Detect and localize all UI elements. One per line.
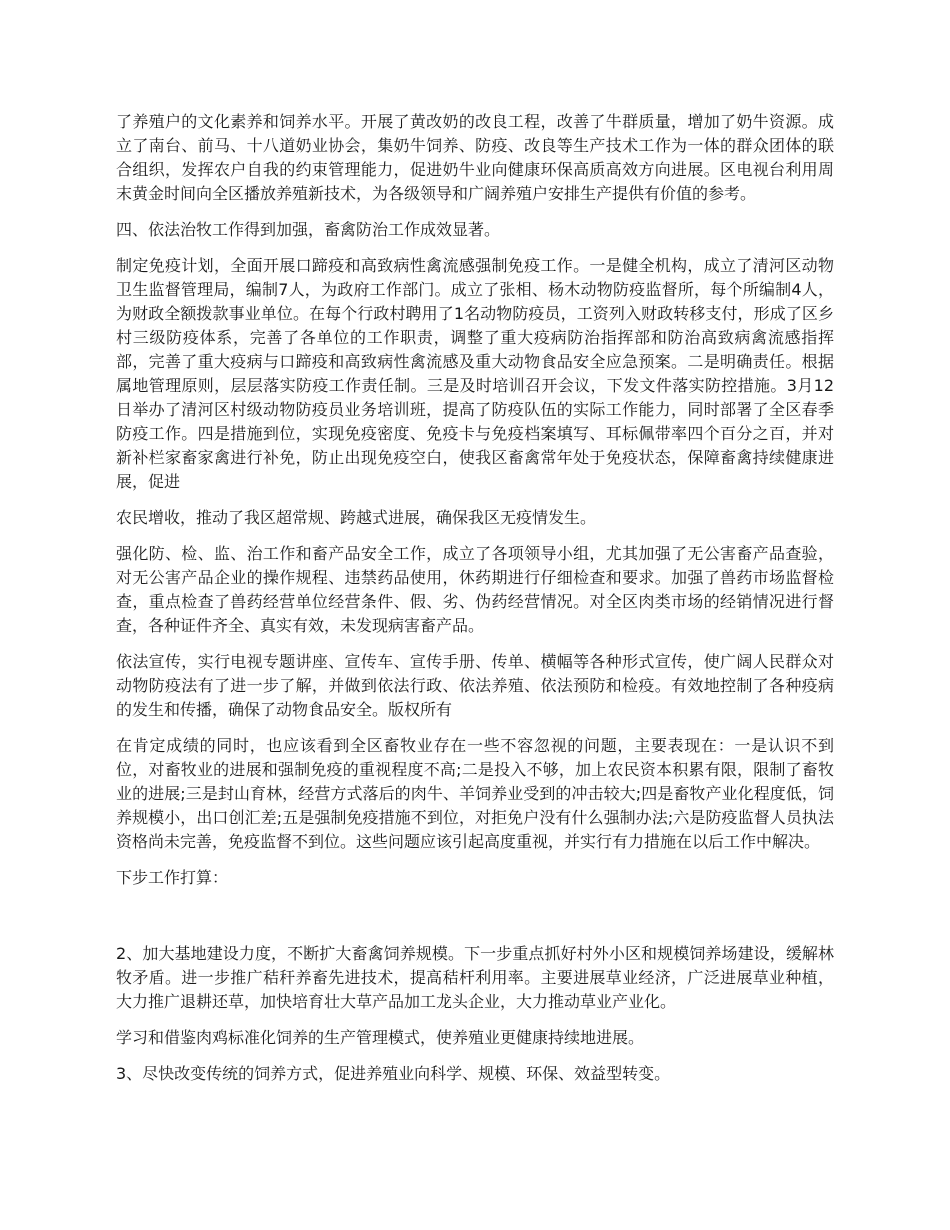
paragraph-product-safety: 强化防、检、监、治工作和畜产品安全工作，成立了各项领导小组，尤其加强了无公害畜产品查验，对无公害产品企业的操作规程、违禁药品使用，休药期进行仔细检查和要求。加强了兽药市场监督检查，重点检查了兽药经营单位经营条件、假、劣、伪药经营情况。对全区肉类市场的经销情况进行督查，各种证件齐全、真实有效，未发现病害畜产品。 bbox=[116, 544, 834, 635]
blank-gap bbox=[116, 902, 834, 942]
paragraph-legal-publicity: 依法宣传，实行电视专题讲座、宣传车、宣传手册、传单、横幅等各种形式宣传，使广阔人民群众对动物防疫法有了进一步了解，并做到依法行政、依法养殖、依法预防和检疫。有效地控制了各种疫病的发生和传播，确保了动物食品安全。版权所有 bbox=[116, 652, 834, 719]
paragraph-problems: 在肯定成绩的同时，也应该看到全区畜牧业存在一些不容忽视的问题，主要表现在：一是认识不到位，对畜牧业的进展和强制免疫的重视程度不高;二是投入不够，加上农民资本积累有限，限制了畜牧业的进展;三是封山育林，经营方式落后的肉牛、羊饲养业受到的冲击较大;四是畜牧产业化程度低，饲养规模小，出口创汇差;五是强制免疫措施不到位，对拒免户没有什么强制办法;六是防疫监督人员执法资格尚未完善，免疫监督不到位。这些问题应该引起高度重视，并实行有力措施在以后工作中解决。 bbox=[116, 736, 834, 851]
section-heading-law-enforcement: 四、依法治牧工作得到加强，畜禽防治工作成效显著。 bbox=[116, 220, 501, 239]
paragraph-base-construction: 2、加大基地建设力度，不断扩大畜禽饲养规模。下一步重点抓好村外小区和规模饲养场建设，缓解林牧矛盾。进一步推广秸秆养畜先进技术，提高秸杆利用率。主要进展草业经济，广泛进展草业种植，大力推广退耕还草，加快培育壮大草产品加工龙头企业，大力推动草业产业化。 bbox=[116, 944, 834, 1011]
paragraph-farmer-income: 农民增收，推动了我区超常规、跨越式进展，确保我区无疫情发生。 bbox=[116, 508, 597, 527]
paragraph-change-methods: 3、尽快改变传统的饲养方式，促进养殖业向科学、规模、环保、效益型转变。 bbox=[116, 1064, 671, 1083]
paragraph-dairy-development: 了养殖户的文化素养和饲养水平。开展了黄改奶的改良工程，改善了牛群质量，增加了奶牛资源。成立了南台、前马、十八道奶业协会，集奶牛饲养、防疫、改良等生产技术工作为一体的群众团体的联合组织，发挥农户自我的约束管理能力，促进奶牛业向健康环保高质高效方向进展。区电视台利用周末黄金时间向全区播放养殖新技术，为各级领导和广阔养殖户安排生产提供有价值的参考。 bbox=[116, 112, 834, 203]
paragraph-broiler-model: 学习和借鉴肉鸡标准化饲养的生产管理模式，使养殖业更健康持续地进展。 bbox=[116, 1028, 645, 1047]
paragraph-next-plans-heading: 下步工作打算： bbox=[116, 868, 229, 887]
paragraph-immunization-plan: 制定免疫计划，全面开展口蹄疫和高致病性禽流感强制免疫工作。一是健全机构，成立了清河区动物卫生监督管理局，编制7人，为政府工作部门。成立了张相、杨木动物防疫监督所，每个所编制4人，为财政全额拨款事业单位。在每个行政村聘用了1名动物防疫员，工资列入财政转移支付，形成了区乡村三级防疫体系，完善了各单位的工作职责，调整了重大疫病防治指挥部和防治高致病禽流感指挥部，完善了重大疫病与口蹄疫和高致病性禽流感及重大动物食品安全应急预案。二是明确责任。根据属地管理原则，层层落实防疫工作责任制。三是及时培训召开会议，下发文件落实防控措施。3月12日举办了清河区村级动物防疫员业务培训班，提高了防疫队伍的实际工作能力，同时部署了全区春季防疫工作。四是措施到位，实现免疫密度、免疫卡与免疫档案填写、耳标佩带率四个百分之百，并对新补栏家畜家禽进行补免，防止出现免疫空白，使我区畜禽常年处于免疫状态，保障畜禽持续健康进展，促进 bbox=[116, 256, 834, 491]
